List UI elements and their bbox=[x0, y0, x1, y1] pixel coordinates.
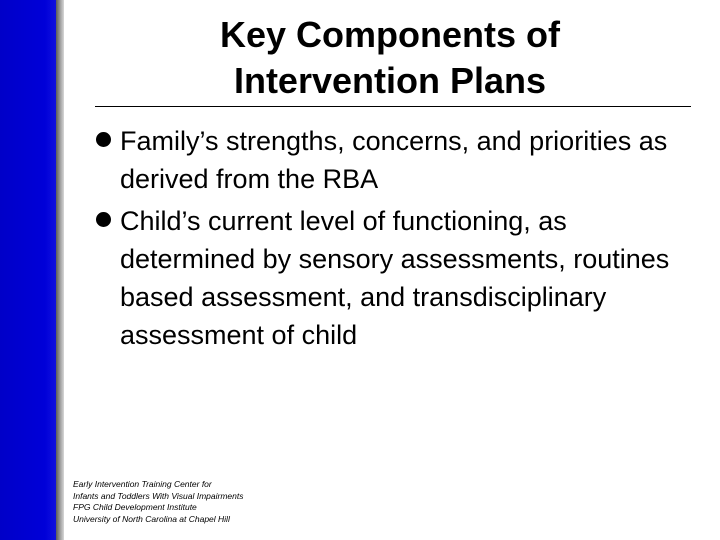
footer-line: Infants and Toddlers With Visual Impairments bbox=[73, 490, 244, 501]
bullet-item bbox=[96, 122, 696, 198]
left-blue-bar bbox=[0, 0, 56, 540]
left-bar-shadow bbox=[56, 0, 64, 540]
title-divider bbox=[95, 106, 691, 107]
footer-line: FPG Child Development Institute bbox=[73, 502, 197, 512]
bullet-text: Family’s strengths, concerns, and priorities as derived from the RBA bbox=[120, 126, 668, 194]
footer-credits bbox=[73, 479, 243, 525]
bullet-dot-icon bbox=[96, 212, 111, 227]
footer-line: Early Intervention Training Center for bbox=[73, 479, 212, 489]
slide-title-line-2: Intervention Plans bbox=[233, 60, 547, 101]
bullet-list bbox=[96, 122, 696, 358]
bullet-text: Child’s current level of functioning, as determined by sensory assessments, routines based assessment, and transdisciplinary assessment of child bbox=[120, 206, 670, 350]
slide-title-line-1: Key Components of bbox=[219, 14, 560, 55]
bullet-dot-icon bbox=[96, 132, 111, 147]
bullet-item bbox=[96, 202, 696, 354]
footer-line: University of North Carolina at Chapel Hill bbox=[73, 513, 230, 524]
slide-title bbox=[140, 12, 640, 104]
